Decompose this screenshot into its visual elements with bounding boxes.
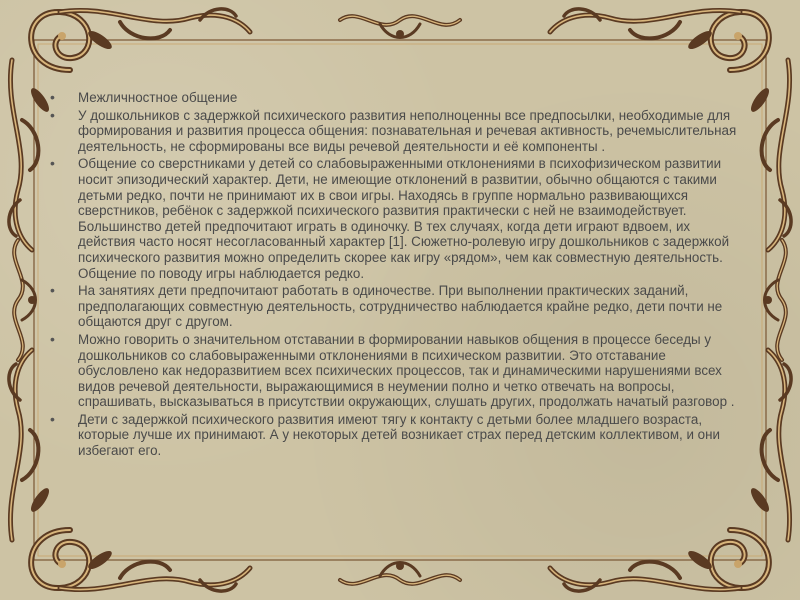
bullet-item: • Можно говорить о значительном отставании в формировании навыков общения в процессе беседы у дошкольников со слабовыраженными отклонениями в психическом развитии. Это отставание обусловлено как недоразвитием всех психических процессов, так и динамическими нарушениями всех видов речевой деятельности, выражающимися в неумении полно и четко отвечать на вопросы, спрашивать, высказываться в присутствии окружающих, слушать других, продолжать начатый разговор . [46,332,746,410]
bullet-item: • Дети с задержкой психического развития имеют тягу к контакту с детьми более младшего возраста, которые лучше их принимают. А у некоторых детей возникает страх перед детским коллективом, и они избегают его. [46,412,746,459]
bullet-list [46,90,746,560]
bullet-item: • У дошкольников с задержкой психического развития неполноценны все предпосылки, необходимые для формирования и развития процесса общения: познавательная и речевая активность, речемыслительная деятельность, не сформированы все виды речевой деятельности и её компоненты . [46,108,746,155]
bullet-item: • На занятиях дети предпочитают работать в одиночестве. При выполнении практических заданий, предполагающих совместную деятельность, сотрудничество наблюдается крайне редко, дети почти не общаются друг с другом. [46,283,746,330]
bullet-item: • Межличностное общение [46,90,746,106]
bullet-item: • Общение со сверстниками у детей со слабовыраженными отклонениями в психофизическом развитии носит эпизодический характер. Дети, не имеющие отклонений в развитии, обычно общаются с такими детьми редко, почти не принимают их в свои игры. Находясь в группе нормально развивающихся сверстников, ребёнок с задержкой психического развития практически с ней не взаимодействует. Большинство детей предпочитают играть в одиночку. В тех случаях, когда дети играют вдвоем, их действия часто носят несогласованный характер [1]. Сюжетно-ролевую игру дошкольников с задержкой психического развития можно определить скорее как игру «рядом», чем как совместную деятельность. Общение по поводу игры наблюдается редко. [46,156,746,281]
